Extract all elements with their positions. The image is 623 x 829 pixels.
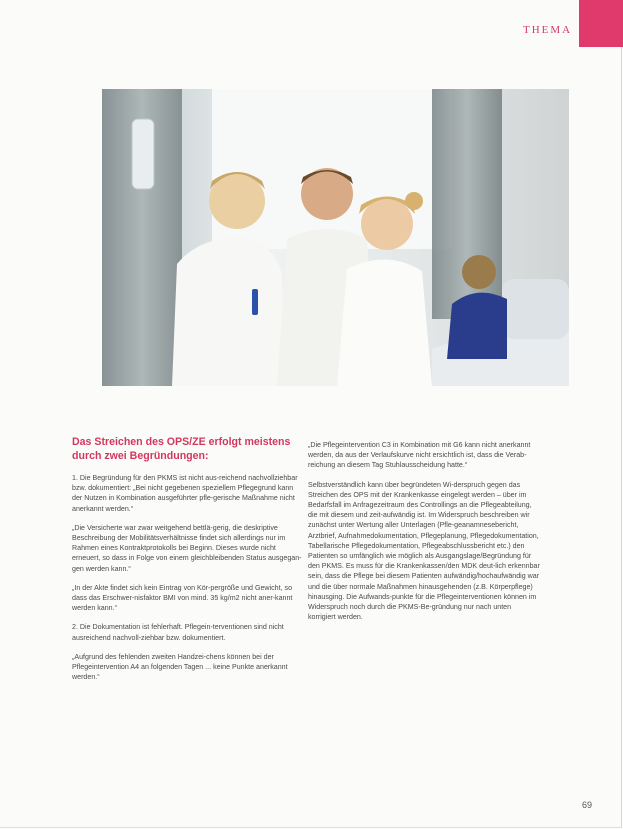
article-paragraph: 2. Die Dokumentation ist fehlerhaft. Pflegein-terventionen sind nicht ausreichend nachvoll-ziehbar bzw. dokumentiert.	[72, 623, 284, 642]
article-paragraph: 1. Die Begründung für den PKMS ist nicht aus-reichend nachvollziehbar bzw. dokumentiert: „Bei nicht gegebenen speziellem Pflegegrund kann der Nutzen in Kombination ausgeführter pfle-gerische Maßnahme nicht anerkannt werden.“	[72, 474, 298, 513]
article-right-column	[308, 440, 540, 631]
page-number: 69	[582, 800, 593, 810]
article-paragraph: „Die Pflegeintervention C3 in Kombination mit G6 kann nicht anerkannt werden, da aus der Verlaufskurve nicht ersichtlich ist, dass die Verab-reichung an diesem Tag Stuhlausscheidung hatte.“	[308, 441, 531, 470]
article-left-column	[72, 436, 304, 691]
section-label: THEMA	[523, 24, 573, 36]
nurses-photo	[102, 89, 569, 386]
article-paragraph: Selbstverständlich kann über begründeten Wi-derspruch gegen das Streichen des OPS mit der Krankenkasse eingelegt werden – über im Bedarfsfall im Anfragezeitraum des Controllings an die Pflegeabteilung, die mit diesem und zeit-aufwändig ist. Im Widerspruch beschreiben wir zunächst unter Wertung aller Unterlagen (Pfle-geanamnesebericht, Arztbrief, Aufnahmedokumentation, Pflegeplanung, Pflegedokumentation, Tabellarische Pflegedokumentation, Pflegeabschlussbericht etc.) den Patienten so umfänglich wie möglich als Ausgangslage/Begründung für den PKMS. Es muss für die Krankenkassen/den MDK deut-lich erkennbar sein, dass die Pflege bei diesem Patienten aufwändig/hochaufwändig war und die über normale Maßnahmen hinausgehenden (z.B. Körperpflege) hinausging. Die Aufwands-punkte für die Pflegeinterventionen können im Widerspruch noch durch die PKMS-Be-gründung nur nach unten korrigiert werden.	[308, 480, 540, 622]
article-paragraph: „In der Akte findet sich kein Eintrag von Kör-pergröße und Gewicht, so dass das Erschwer-nisfaktor BMI von mind. 35 kg/m2 nicht aner-kannt werden kann.“	[72, 583, 293, 613]
article-paragraph: „Die Versicherte war zwar weitgehend bettlä-gerig, die deskriptive Beschreibung der Mobilitätsverhältnisse findet sich allerdings nur im Rahmen eines Kontraktprotokolls bei Beginn. Dieses wurde nicht erneuert, so dass in Folge von einem gleichbleibenden Status ausgegan-gen werden kann.“	[72, 523, 302, 573]
article-paragraph: „Aufgrund des fehlenden zweiten Handzei-chens können bei der Pflegeintervention A4 an folgenden Tagen ... keine Punkte anerkannt werden.“	[72, 652, 288, 682]
article-heading: Das Streichen des OPS/ZE erfolgt meistens durch zwei Begründungen:	[72, 436, 291, 462]
section-color-block	[579, 0, 623, 47]
nurses-photo-illustration	[102, 89, 569, 386]
